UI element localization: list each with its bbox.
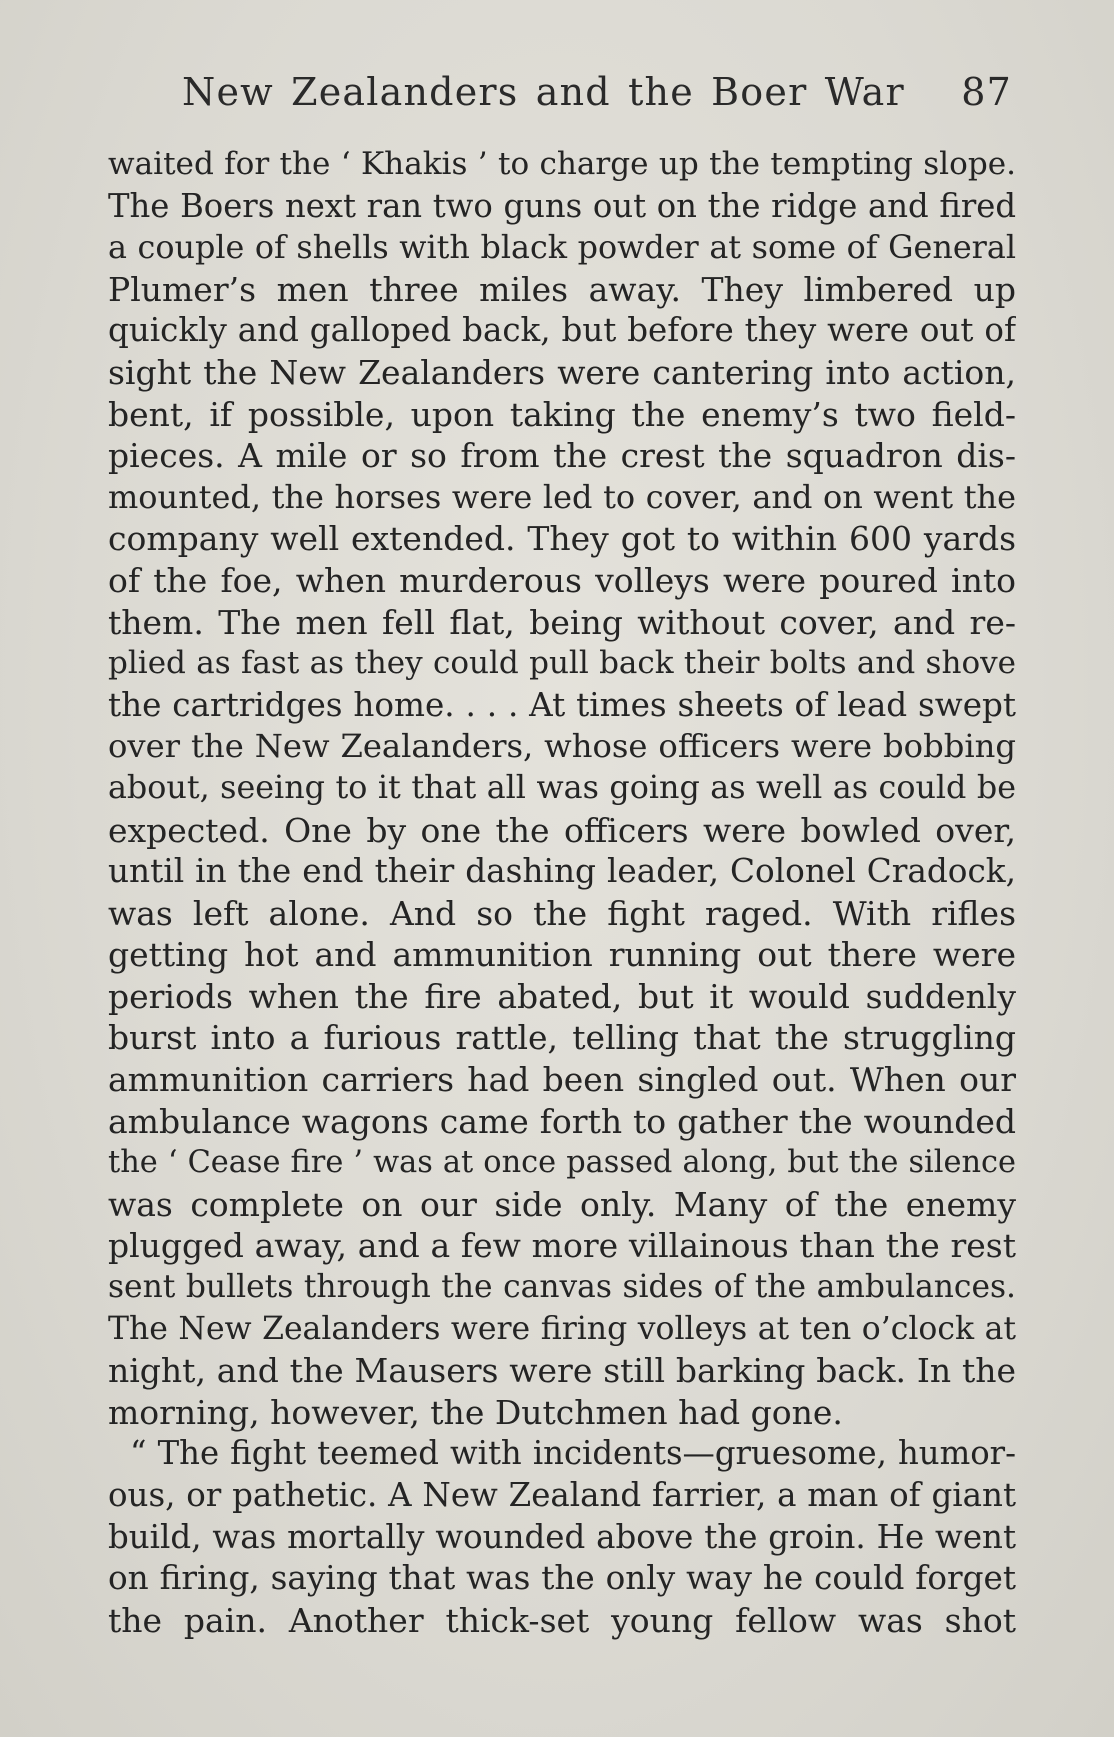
text-line: burst into a furious rattle, telling that the struggling	[108, 1018, 1016, 1058]
text-line: about, seeing to it that all was going as well as could be	[108, 769, 1016, 806]
text-line: plugged away, and a few more villainous than the rest	[108, 1226, 1016, 1266]
text-line: The Boers next ran two guns out on the ridge and fired	[108, 186, 1016, 225]
text-line: bent, if possible, upon taking the enemy’s two field-	[108, 394, 1016, 434]
text-line: of the foe, when murderous volleys were poured into	[108, 560, 1016, 600]
text-line: mounted, the horses were led to cover, and on went the	[108, 477, 1016, 516]
text-line: them. The men fell flat, being without cover, and re-	[108, 602, 1016, 642]
text-line: build, was mortally wounded above the groin. He went	[108, 1517, 1016, 1556]
text-line: ambulance wagons came forth to gather the wounded	[108, 1101, 1016, 1141]
text-line: pieces. A mile or so from the crest the squadron dis-	[108, 436, 1016, 476]
text-line: the cartridges home. . . . At times sheets of lead swept	[108, 685, 1016, 724]
text-line: waited for the ‘ Khakis ’ to charge up the tempting slope.	[108, 146, 1016, 182]
text-line: the pain. Another thick-set young fellow was shot	[108, 1600, 1016, 1640]
text-line: was complete on our side only. Many of the enemy	[108, 1184, 1016, 1224]
text-line: over the New Zealanders, whose officers were bobbing	[108, 727, 1016, 766]
text-line: sight the New Zealanders were cantering into action,	[108, 352, 1016, 392]
text-line: quickly and galloped back, but before they were out of	[108, 311, 1016, 350]
text-line: ous, or pathetic. A New Zealand farrier, a man of giant	[108, 1476, 1016, 1514]
text-line: sent bullets through the canvas sides of the ambulances.	[108, 1269, 1016, 1306]
body-text	[108, 144, 1016, 1641]
text-line: Plumer’s men three miles away. They limbered up	[108, 269, 1016, 309]
text-line: the ‘ Cease fire ’ was at once passed along, but the silence	[108, 1145, 1016, 1181]
running-head	[182, 70, 1012, 130]
text-line: night, and the Mausers were still barking back. In the	[108, 1351, 1016, 1391]
text-line: plied as fast as they could pull back their bolts and shove	[108, 645, 1016, 682]
paragraph-start-line: “ The fight teemed with incidents—gruesome, humor-	[130, 1434, 1016, 1473]
text-line: a couple of shells with black powder at some of General	[108, 229, 1016, 267]
text-line: The New Zealanders were firing volleys at ten o’clock at	[108, 1310, 1016, 1347]
text-line: was left alone. And so the fight raged. With rifles	[108, 893, 1016, 933]
text-line: periods when the fire abated, but it would suddenly	[108, 976, 1016, 1016]
text-line: until in the end their dashing leader, Colonel Cradock,	[108, 852, 1016, 891]
page-number: 87	[961, 70, 1012, 114]
chapter-title: New Zealanders and the Boer War	[182, 70, 905, 114]
paragraph-end-line: morning, however, the Dutchmen had gone.	[108, 1392, 843, 1432]
text-line: on firing, saying that was the only way he could forget	[108, 1559, 1016, 1598]
text-line: company well extended. They got to within 600 yards	[108, 519, 1016, 559]
text-line: expected. One by one the officers were bowled over,	[108, 810, 1016, 850]
text-line: ammunition carriers had been singled out. When our	[108, 1060, 1016, 1100]
text-line: getting hot and ammunition running out there were	[108, 935, 1016, 975]
